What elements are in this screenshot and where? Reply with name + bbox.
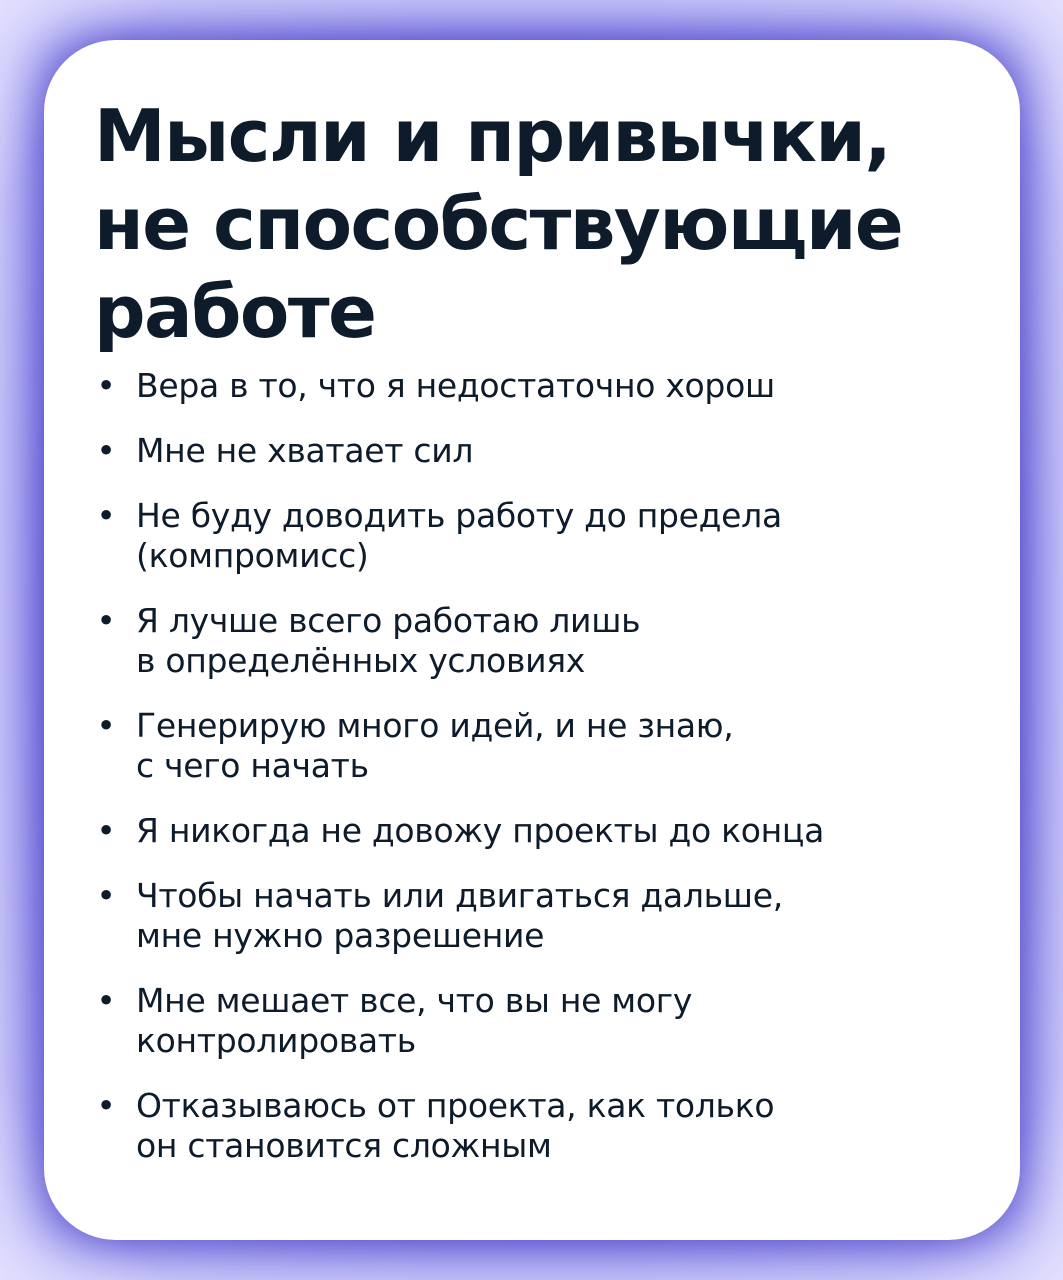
- list-item: [96, 496, 976, 576]
- bullet-icon: •: [96, 706, 116, 745]
- list-item: [96, 876, 976, 956]
- bullet-icon: •: [96, 431, 116, 470]
- bullet-icon: •: [96, 981, 116, 1020]
- list-item: [96, 366, 976, 406]
- list-item: [96, 431, 976, 471]
- list-item-text: Мне не хватает сил: [136, 431, 474, 470]
- list-item-text-continued: контролировать: [136, 1021, 416, 1060]
- list-item-text-continued: с чего начать: [136, 746, 369, 785]
- list-item-text-continued: в определённых условиях: [136, 641, 586, 680]
- list-item-text: Мне мешает все, что вы не могу: [136, 981, 693, 1020]
- habits-list: [96, 366, 976, 1191]
- title-line-1: Мысли и привычки,: [94, 94, 891, 178]
- bullet-icon: •: [96, 601, 116, 640]
- list-item: [96, 706, 976, 786]
- bullet-icon: •: [96, 366, 116, 405]
- content-card: [44, 40, 1020, 1240]
- title-line-3: работе: [94, 270, 376, 354]
- list-item-text: Не буду доводить работу до предела: [136, 496, 782, 535]
- list-item: [96, 981, 976, 1061]
- list-item-text-continued: мне нужно разрешение: [136, 916, 545, 955]
- list-item-text-continued: он становится сложным: [136, 1126, 552, 1165]
- bullet-icon: •: [96, 496, 116, 535]
- page-title: [94, 92, 974, 356]
- bullet-icon: •: [96, 876, 116, 915]
- bullet-icon: •: [96, 811, 116, 850]
- list-item-text-continued: (компромисс): [136, 536, 369, 575]
- list-item-text: Вера в то, что я недостаточно хорош: [136, 366, 775, 405]
- bullet-icon: •: [96, 1086, 116, 1125]
- list-item-text: Отказываюсь от проекта, как только: [136, 1086, 775, 1125]
- list-item: [96, 601, 976, 681]
- list-item-text: Генерирую много идей, и не знаю,: [136, 706, 734, 745]
- list-item-text: Я лучше всего работаю лишь: [136, 601, 641, 640]
- list-item-text: Я никогда не довожу проекты до конца: [136, 811, 824, 850]
- list-item: [96, 1086, 976, 1166]
- title-line-2: не способствующие: [94, 182, 903, 266]
- list-item-text: Чтобы начать или двигаться дальше,: [136, 876, 783, 915]
- list-item: [96, 811, 976, 851]
